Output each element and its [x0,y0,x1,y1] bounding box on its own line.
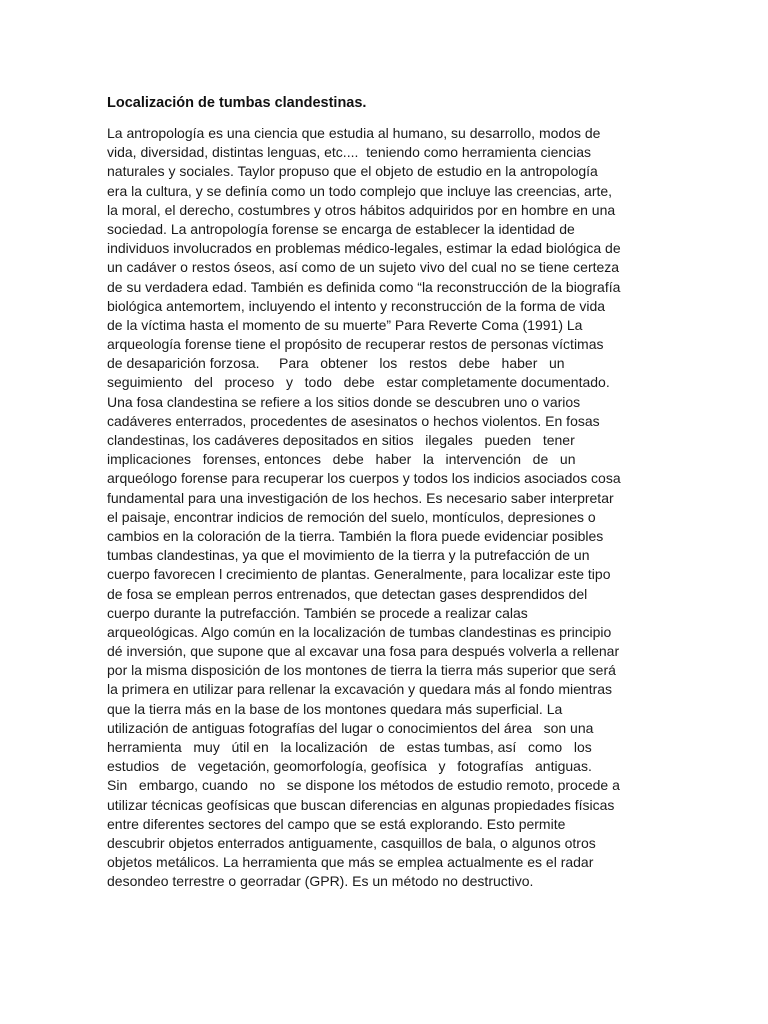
paragraph-line: individuos involucrados en problemas médico-legales, estimar la edad biológica de [107,240,621,257]
paragraph-line: un cadáver o restos óseos, así como de un sujeto vivo del cual no se tiene certeza [107,259,620,276]
paragraph-line: Una fosa clandestina se refiere a los sitios donde se descubren uno o varios [107,393,581,410]
paragraph-line: implicaciones forenses, entonces debe haber la intervención de un [107,451,576,468]
paragraph-line: utilización de antiguas fotografías del lugar o conocimientos del área son una [107,719,594,736]
paragraph-line: descubrir objetos enterrados antiguamente, casquillos de bala, o algunos otros [107,834,596,851]
paragraph-line: era la cultura, y se definía como un todo complejo que incluye las creencias, arte, [107,182,613,199]
paragraph-line: vida, diversidad, distintas lenguas, etc.... teniendo como herramienta ciencias [107,144,592,161]
paragraph-line: dé inversión, que supone que al excavar una fosa para después volverla a rellenar [107,643,620,660]
paragraph-line: herramienta muy útil en la localización de estas tumbas, así como los [107,739,592,755]
paragraph-line: fundamental para una investigación de los hechos. Es necesario saber interpretar [107,489,614,506]
paragraph-line: arqueología forense tiene el propósito de recuperar restos de personas víctimas [107,336,604,353]
paragraph-line: utilizar técnicas geofísicas que buscan diferencias en algunas propiedades físicas [107,796,615,813]
paragraph-line: por la misma disposición de los montones de tierra la tierra más superior que será [107,662,616,679]
paragraph-line: cuerpo favorecen l crecimiento de plantas. Generalmente, para localizar este tipo [107,566,611,583]
document-title: Localización de tumbas clandestinas. [107,95,367,111]
paragraph-line: Sin embargo, cuando no se dispone los métodos de estudio remoto, procede a [107,777,620,794]
paragraph-line: seguimiento del proceso y todo debe estar completamente documentado. [107,374,610,391]
paragraph-line: cambios en la coloración de la tierra. También la flora puede evidenciar posibles [107,527,604,544]
paragraph-line: la primera en utilizar para rellenar la excavación y quedara más al fondo mientras [107,681,613,698]
paragraph-line: sociedad. La antropología forense se encarga de establecer la identidad de [107,220,575,237]
paragraph-line: el paisaje, encontrar indicios de remoción del suelo, montículos, depresiones o [107,508,596,525]
paragraph-line: naturales y sociales. Taylor propuso que el objeto de estudio en la antropología [107,163,598,180]
paragraph-line: arqueólogo forense para recuperar los cuerpos y todos los indicios asociados cosa [107,470,621,487]
paragraph-line: cuerpo durante la putrefacción. También se procede a realizar calas [107,604,528,621]
paragraph-line: cadáveres enterrados, procedentes de asesinatos o hechos violentos. En fosas [107,412,600,429]
paragraph-line: entre diferentes sectores del campo que se está explorando. Esto permite [107,815,566,832]
paragraph-line: de la víctima hasta el momento de su muerte” Para Reverte Coma (1991) La [107,316,583,333]
paragraph-line: biológica antemortem, incluyendo el intento y reconstrucción de la forma de vida [107,297,606,314]
paragraph-line: la moral, el derecho, costumbres y otros hábitos adquiridos por en hombre en una [107,201,616,218]
paragraph-line: de su verdadera edad. También es definida como “la reconstrucción de la biografía [107,278,621,295]
paragraph-line: de fosa se emplean perros entrenados, que detectan gases desprendidos del [107,585,588,602]
paragraph-line: clandestinas, los cadáveres depositados en sitios ilegales pueden tener [107,432,575,448]
paragraph-line: objetos metálicos. La herramienta que más se emplea actualmente es el radar [107,854,594,871]
paragraph-line: desondeo terrestre o georradar (GPR). Es un método no destructivo. [107,873,534,890]
paragraph-line: arqueológicas. Algo común en la localización de tumbas clandestinas es principio [107,623,612,640]
paragraph-line: estudios de vegetación, geomorfología, geofísica y fotografías antiguas. [107,758,592,775]
paragraph-line: La antropología es una ciencia que estudia al humano, su desarrollo, modos de [107,125,601,141]
paragraph-line: tumbas clandestinas, ya que el movimiento de la tierra y la putrefacción de un [107,547,590,564]
document-body [107,124,667,892]
paragraph-line: de desaparición forzosa. Para obtener los restos debe haber un [107,355,565,372]
paragraph-line: que la tierra más en la base de los montones quedara más superficial. La [107,700,563,717]
